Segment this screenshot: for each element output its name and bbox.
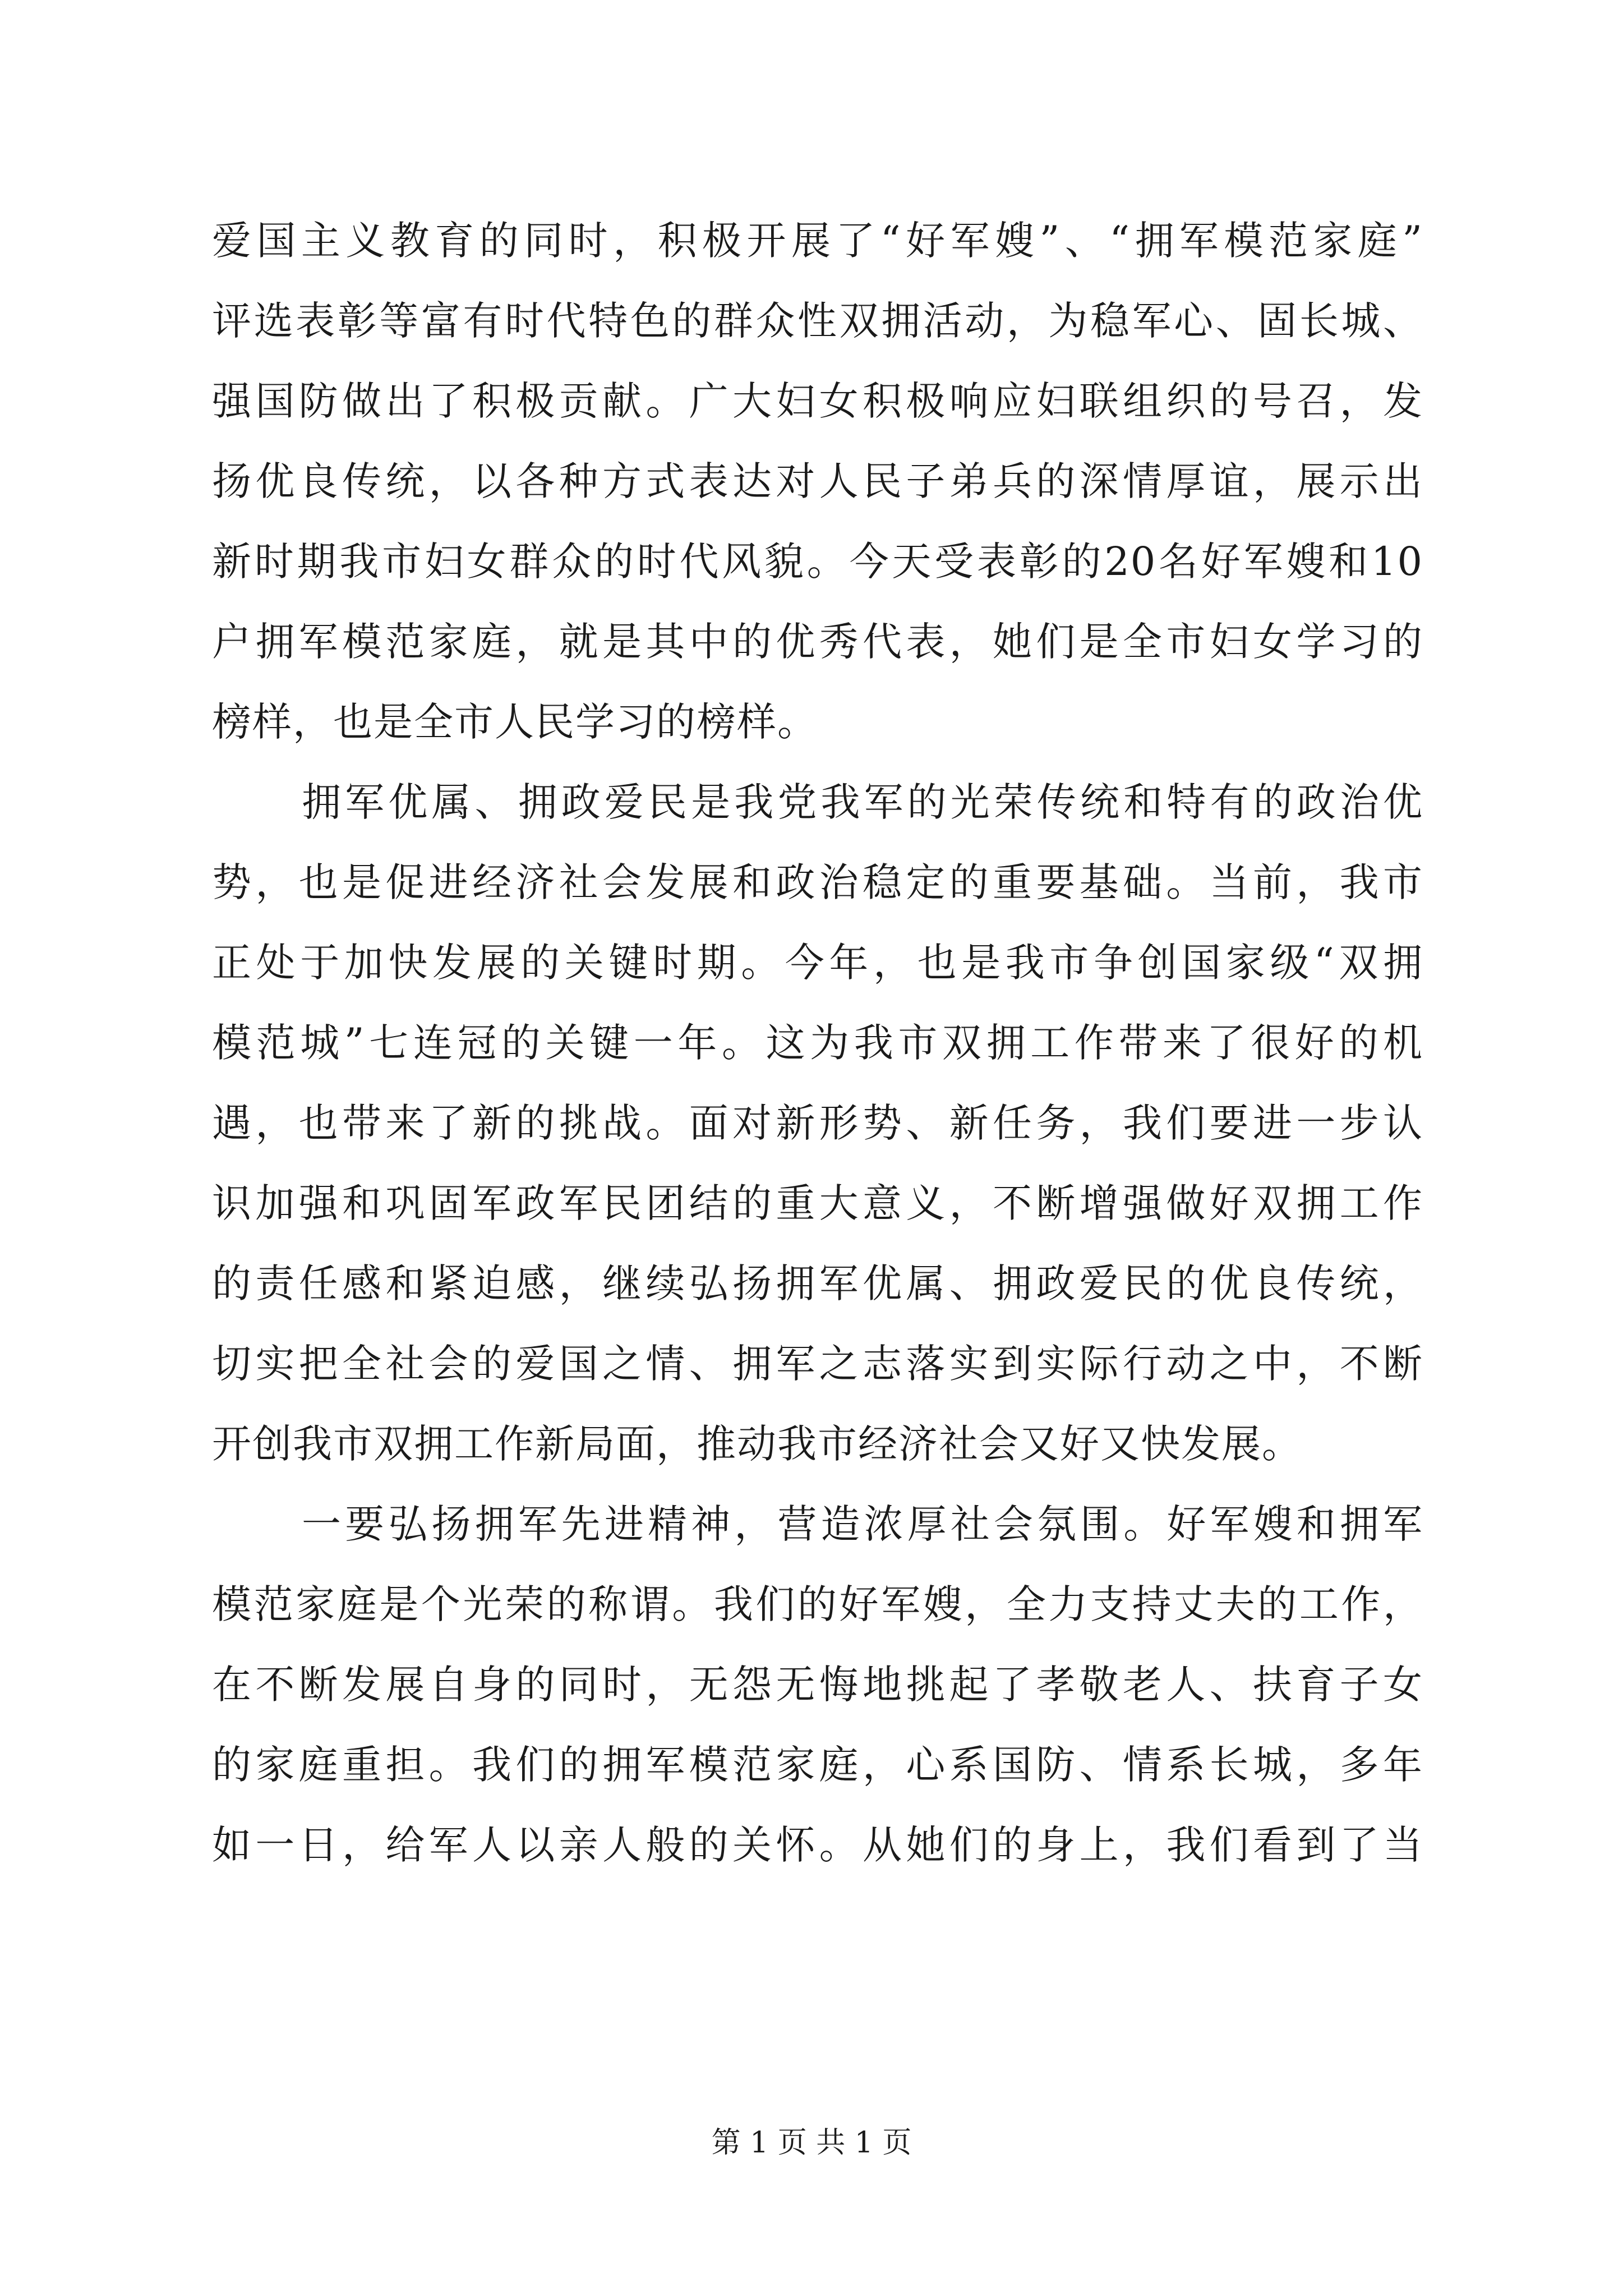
text-line: 在不断发展自身的同时，无怨无悔地挑起了孝敬老人、扶育子女 — [212, 1662, 1423, 1708]
document-body — [212, 201, 1423, 1885]
text-line: 新时期我市妇女群众的时代风貌。今天受表彰的20名好军嫂和10 — [212, 539, 1423, 585]
text-line: 开创我市双拥工作新局面，推动我市经济社会又好又快发展。 — [212, 1421, 1302, 1467]
page-footer: 第 1 页 共 1 页 — [711, 2126, 912, 2160]
text-line: 扬优良传统，以各种方式表达对人民子弟兵的深情厚谊，展示出 — [212, 458, 1423, 504]
text-line: 爱国主义教育的同时，积极开展了“好军嫂”、“拥军模范家庭” — [212, 218, 1423, 264]
text-line: 评选表彰等富有时代特色的群众性双拥活动，为稳军心、固长城、 — [212, 298, 1423, 344]
text-line: 势，也是促进经济社会发展和政治稳定的重要基础。当前，我市 — [212, 859, 1423, 905]
text-line: 切实把全社会的爱国之情、拥军之志落实到实际行动之中，不断 — [212, 1341, 1423, 1387]
text-line: 拥军优属、拥政爱民是我党我军的光荣传统和特有的政治优 — [302, 779, 1423, 825]
text-line: 模范城”七连冠的关键一年。这为我市双拥工作带来了很好的机 — [212, 1020, 1423, 1066]
text-line: 识加强和巩固军政军民团结的重大意义，不断增强做好双拥工作 — [212, 1180, 1423, 1226]
text-line: 如一日，给军人以亲人般的关怀。从她们的身上，我们看到了当 — [212, 1822, 1423, 1868]
text-line: 的家庭重担。我们的拥军模范家庭，心系国防、情系长城，多年 — [212, 1742, 1423, 1788]
text-line: 正处于加快发展的关键时期。今年，也是我市争创国家级“双拥 — [212, 940, 1423, 986]
text-line: 榜样，也是全市人民学习的榜样。 — [212, 699, 818, 745]
text-line: 遇，也带来了新的挑战。面对新形势、新任务，我们要进一步认 — [212, 1100, 1423, 1146]
text-line: 户拥军模范家庭，就是其中的优秀代表，她们是全市妇女学习的 — [212, 619, 1423, 665]
text-line: 的责任感和紧迫感，继续弘扬拥军优属、拥政爱民的优良传统， — [212, 1260, 1423, 1306]
text-line: 强国防做出了积极贡献。广大妇女积极响应妇联组织的号召，发 — [212, 378, 1423, 424]
text-line: 模范家庭是个光荣的称谓。我们的好军嫂，全力支持丈夫的工作， — [212, 1581, 1423, 1627]
text-line: 一要弘扬拥军先进精神，营造浓厚社会氛围。好军嫂和拥军 — [302, 1501, 1423, 1547]
